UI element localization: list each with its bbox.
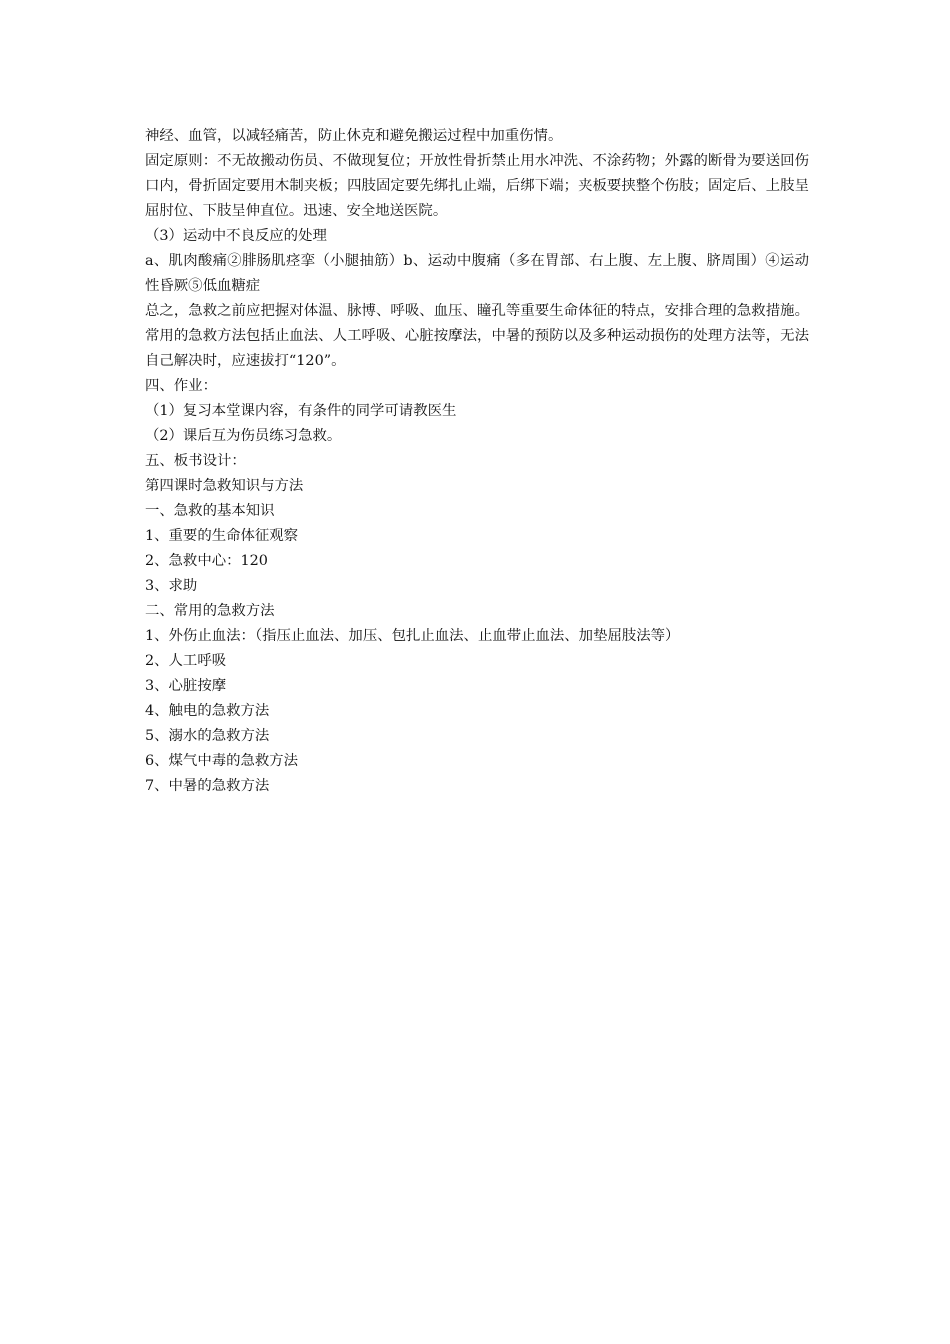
list-item: （1）复习本堂课内容，有条件的同学可请教医生 xyxy=(145,403,457,419)
list-item: 4、触电的急救方法 xyxy=(145,703,270,719)
text-paragraph: 总之，急救之前应把握对体温、脉博、呼吸、血压、瞳孔等重要生命体征的特点，安排合理的急救措施。常用的急救方法包括止血法、人工呼吸、心脏按摩法，中暑的预防以及多种运动损伤的处理方法等，无法自己解决时，应速拔打“120”。 xyxy=(145,303,809,369)
list-item: 2、人工呼吸 xyxy=(145,653,227,669)
section-heading: 五、板书设计： xyxy=(145,453,246,469)
list-item: 7、中暑的急救方法 xyxy=(145,778,270,794)
list-item: 1、重要的生命体征观察 xyxy=(145,528,299,544)
list-item: 2、急救中心：120 xyxy=(145,553,268,569)
list-item: 3、求助 xyxy=(145,578,198,594)
board-title: 第四课时急救知识与方法 xyxy=(145,478,304,494)
section-heading: （3）运动中不良反应的处理 xyxy=(145,228,327,244)
text-line: 神经、血管，以减轻痛苦，防止休克和避免搬运过程中加重伤情。 xyxy=(145,128,563,144)
text-paragraph: 固定原则：不无故搬动伤员、不做现复位；开放性骨折禁止用水冲洗、不涂药物；外露的断骨为要送回伤口内，骨折固定要用木制夹板；四肢固定要先绑扎止端，后绑下端；夹板要挟整个伤肢；固定后、上肢呈屈肘位、下肢呈伸直位。迅速、安全地送医院。 xyxy=(145,153,809,219)
list-item: 5、溺水的急救方法 xyxy=(145,728,270,744)
list-item: 1、外伤止血法：（指压止血法、加压、包扎止血法、止血带止血法、加垫屈肢法等） xyxy=(145,628,680,644)
document-page xyxy=(145,124,809,799)
list-item: 3、心脏按摩 xyxy=(145,678,227,694)
section-heading: 四、作业： xyxy=(145,378,217,394)
section-heading: 一、急救的基本知识 xyxy=(145,503,275,519)
text-paragraph: a、肌肉酸痛②腓肠肌痉挛（小腿抽筋）b、运动中腹痛（多在胃部、右上腹、左上腹、脐周围）④运动性昏厥⑤低血糖症 xyxy=(145,253,809,294)
list-item: 6、煤气中毒的急救方法 xyxy=(145,753,299,769)
section-heading: 二、常用的急救方法 xyxy=(145,603,275,619)
list-item: （2）课后互为伤员练习急救。 xyxy=(145,428,342,444)
